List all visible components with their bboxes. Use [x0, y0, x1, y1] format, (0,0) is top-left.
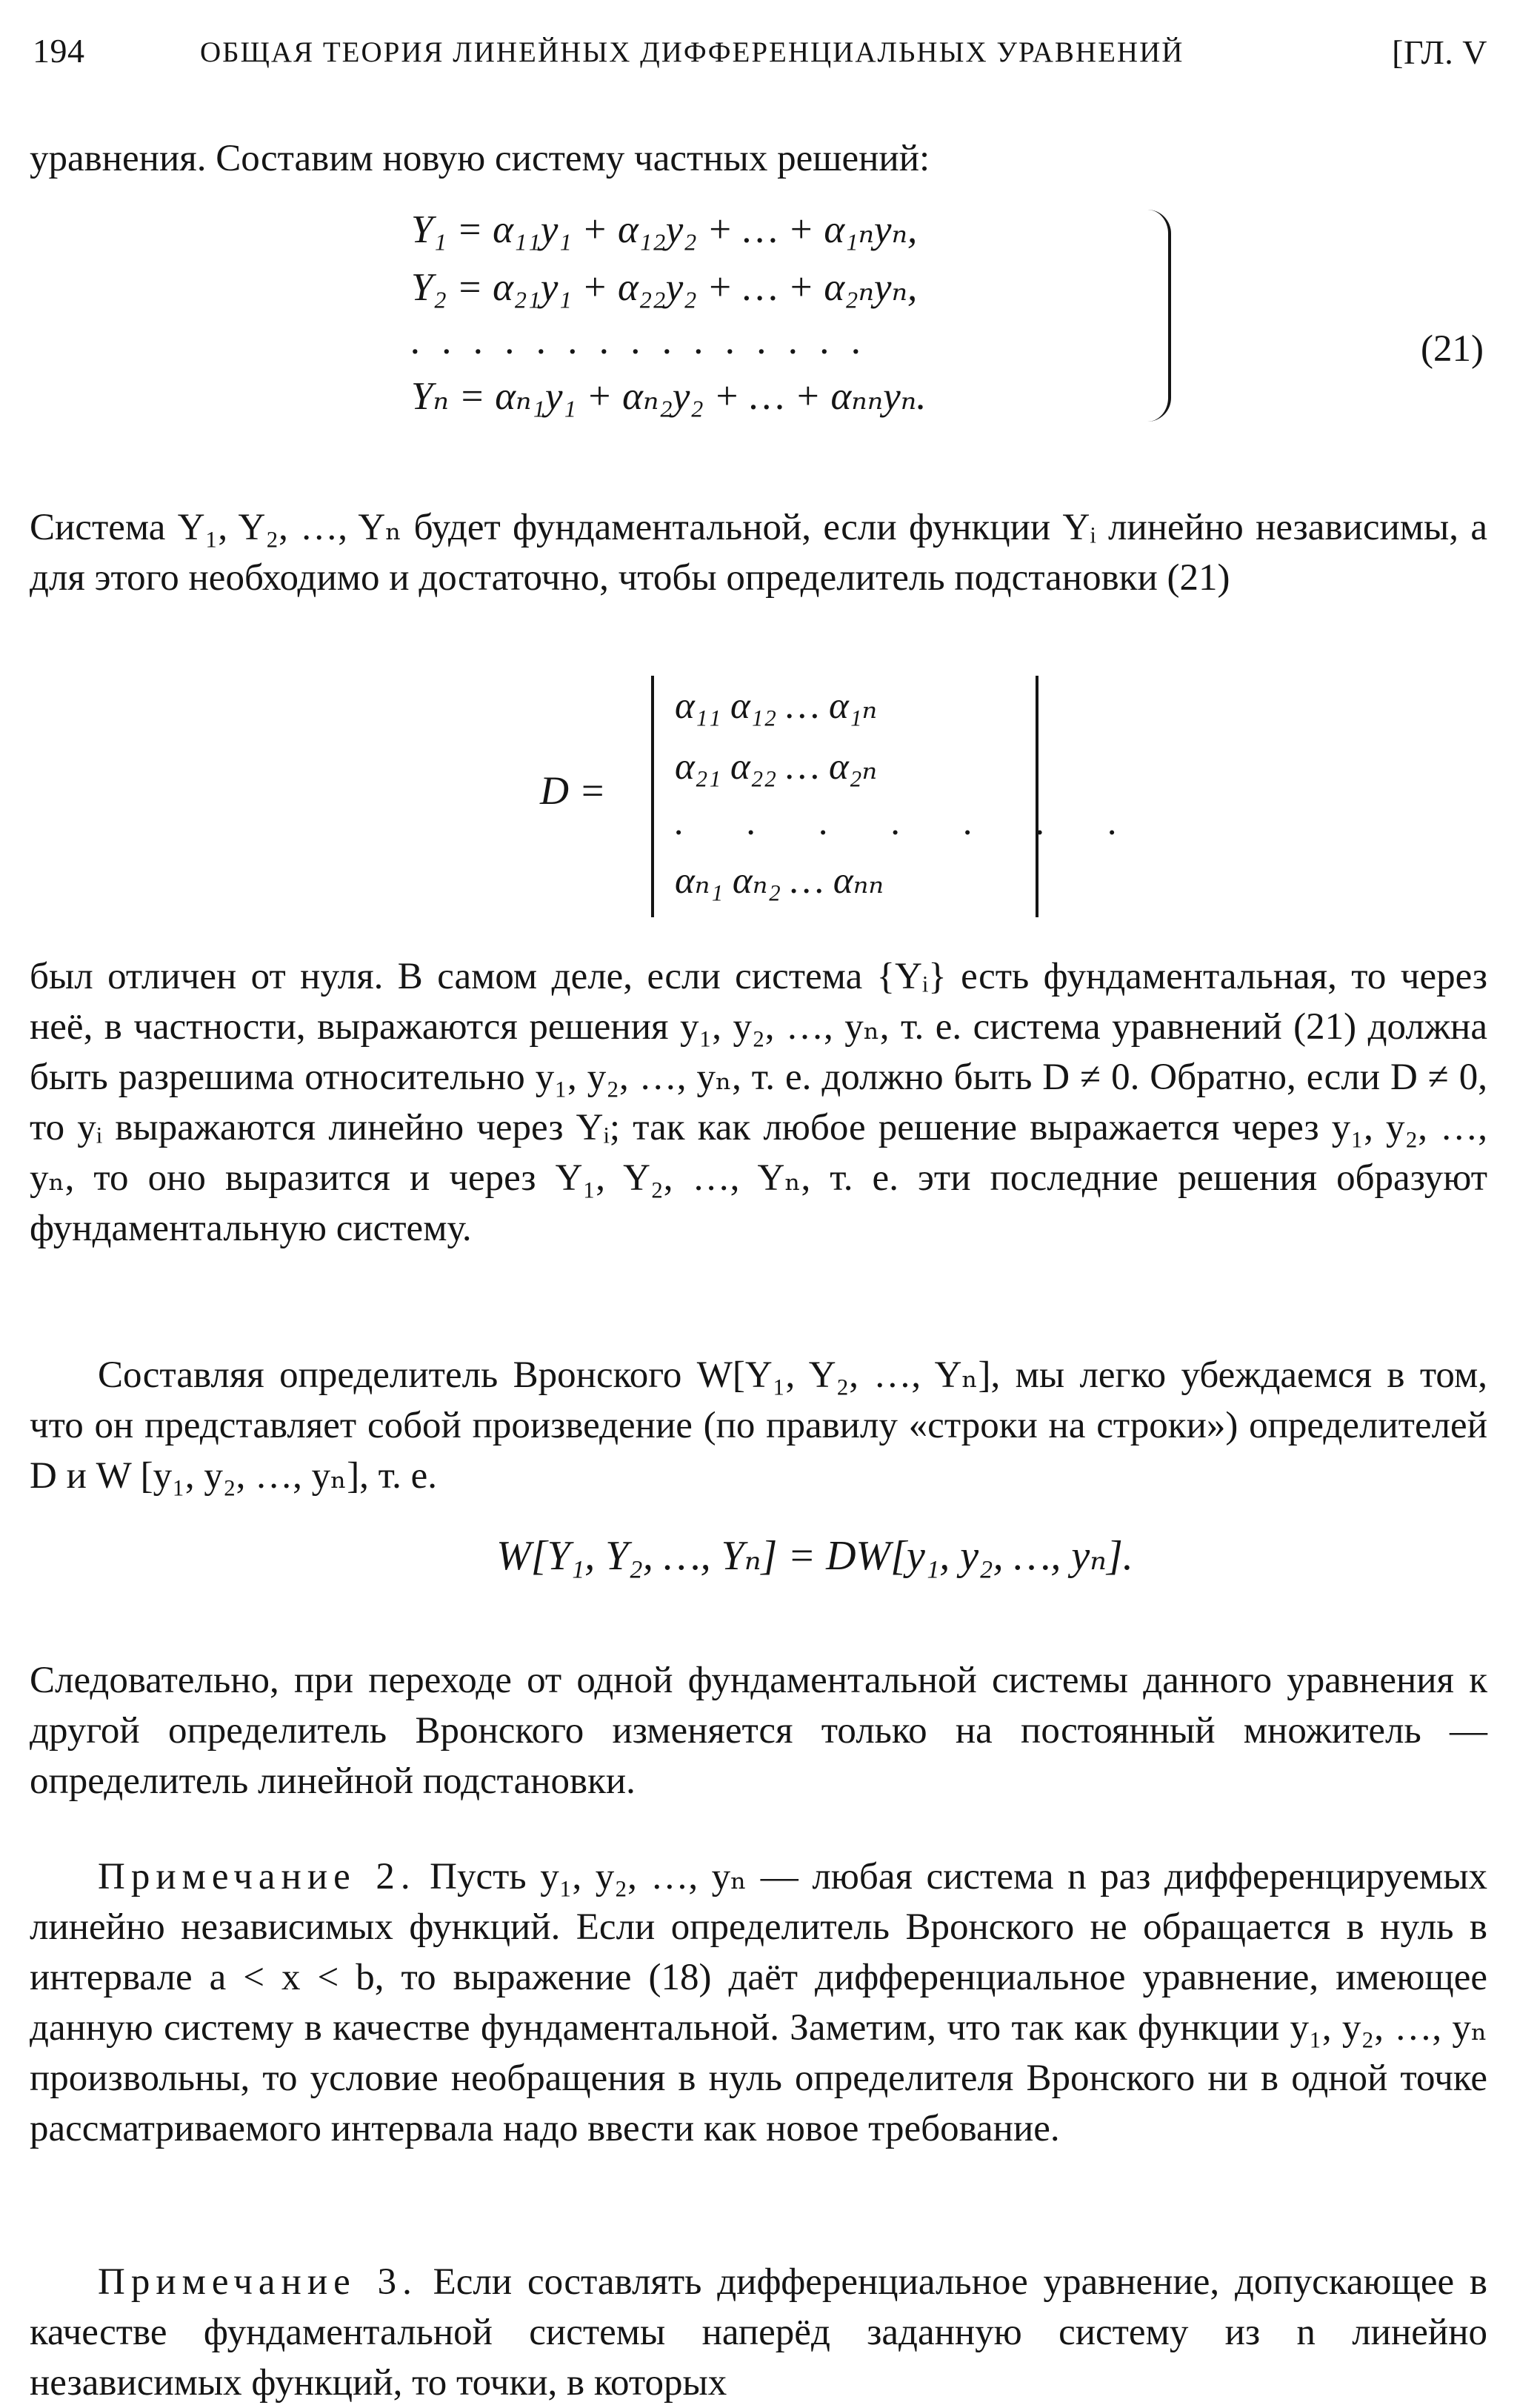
note-3-heading: Примечание 3. [98, 2261, 418, 2303]
determinant-matrix [651, 676, 1144, 917]
right-brace [1146, 210, 1171, 422]
chapter-mark: [ГЛ. V [1392, 33, 1487, 71]
note-2-text: Пусть y₁, y₂, …, yₙ — любая система n раз дифференцируемых линейно независимых функций. Если определитель Вронского не обращается в нуль в интервале a < x < b, то выражение (18) даёт дифференциальное уравнение, имеющее данную систему в качестве фундаментальной. Заметим, что так как функции y₁, y₂, …, yₙ произвольны, то условие необращения в нуль определителя Вронского ни в одной точке рассматриваемого интервала надо ввести как новое требование. [30, 1856, 1488, 2149]
determinant-row-n: αₙ₁ αₙ₂ … αₙₙ [675, 860, 884, 902]
chapter-title: ОБЩАЯ ТЕОРИЯ ЛИНЕЙНЫХ ДИФФЕРЕНЦИАЛЬНЫХ УРАВНЕНИЙ [200, 36, 1184, 68]
determinant-D [540, 676, 1144, 920]
wronskian-paragraph: Составляя определитель Вронского W[Y₁, Y₂, …, Yₙ], мы легко убеждаемся в том, что он представляет собой произведение (по правилу «строки на строки») определителей D и W [y₁, y₂, …, yₙ], т. е. [30, 1354, 1487, 1497]
equation-system-21 [376, 205, 1250, 428]
note-3-text: Если составлять дифференциальное уравнение, допускающее в качестве фундаментальной системы наперёд заданную систему из n линейно независимых функций, то точки, в которых [30, 2261, 1487, 2404]
note-2-heading: Примечание 2. [98, 1856, 416, 1898]
wronskian-formula: W[Y₁, Y₂, …, Yₙ] = DW[y₁, y₂, …, yₙ]. [496, 1533, 1133, 1579]
running-header [30, 24, 1487, 90]
equation-row-dots: . . . . . . . . . . . . . . . [411, 319, 868, 362]
determinant-row-dots: . . . . . . . [675, 802, 1144, 843]
equation-row-2: Y₂ = α₂₁y₁ + α₂₂y₂ + … + α₂ₙyₙ, [411, 266, 918, 309]
determinant-label: D = [540, 768, 606, 813]
nonzero-determinant-paragraph: был отличен от нуля. В самом деле, если система {Yᵢ} есть фундаментальная, то через неё, в частности, выражаются решения y₁, y₂, …, yₙ, т. е. система уравнений (21) должна быть разрешима относительно y₁, y₂, …, yₙ, т. е. должно быть D ≠ 0. Обратно, если D ≠ 0, то yᵢ выражаются линейно через Yᵢ; так как любое решение выражается через y₁, y₂, …, yₙ, то оно выразится и через Y₁, Y₂, …, Yₙ, т. е. эти последние решения образуют фундаментальную систему. [30, 956, 1487, 1249]
equation-number-21: (21) [1421, 328, 1484, 370]
note-3-paragraph [30, 2257, 1487, 2408]
fundamental-condition-paragraph: Система Y₁, Y₂, …, Yₙ будет фундаментальной, если функции Yᵢ линейно независимы, а для этого необходимо и достаточно, чтобы определитель подстановки (21) [30, 507, 1487, 599]
page-number: 194 [33, 32, 85, 70]
determinant-row-1: α₁₁ α₁₂ … α₁ₙ [675, 685, 878, 727]
intro-paragraph: уравнения. Составим новую систему частных решений: [30, 138, 930, 179]
consequence-paragraph: Следовательно, при переходе от одной фундаментальной системы данного уравнения к другой определитель Вронского изменяется только на постоянный множитель — определитель линейной подстановки. [30, 1660, 1487, 1802]
equation-row-n: Yₙ = αₙ₁y₁ + αₙ₂y₂ + … + αₙₙyₙ. [411, 375, 927, 418]
book-page [30, 24, 1488, 2404]
note-2-paragraph [30, 1852, 1487, 2154]
equation-row-1: Y₁ = α₁₁y₁ + α₁₂y₂ + … + α₁ₙyₙ, [411, 208, 918, 251]
determinant-row-2: α₂₁ α₂₂ … α₂ₙ [675, 746, 878, 788]
